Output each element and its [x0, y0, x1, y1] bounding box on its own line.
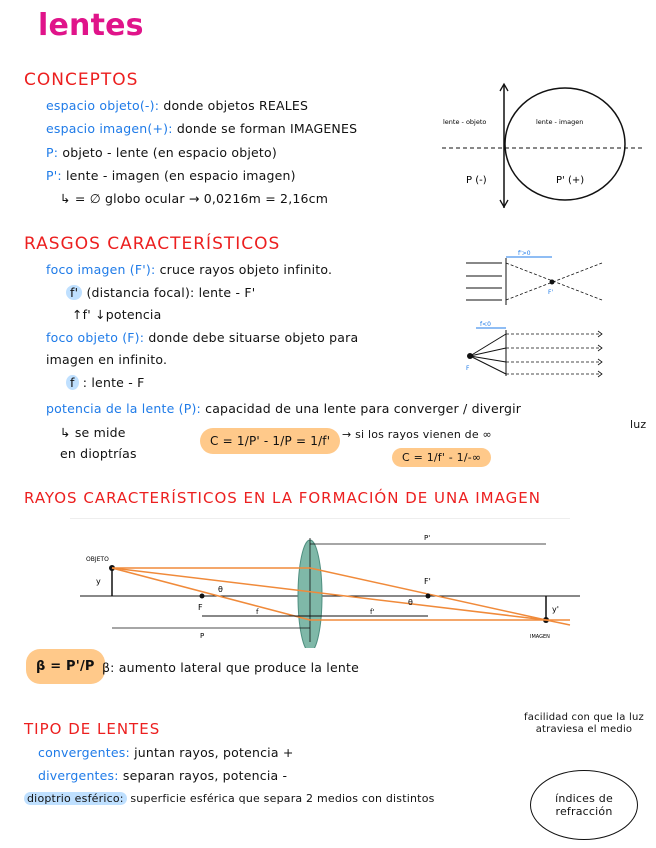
potencia-formula: C = 1/P' - 1/P = 1/f' — [200, 428, 340, 454]
fp-badge: f' — [66, 285, 82, 300]
conceptos-line-2 — [46, 121, 357, 136]
theta-1: θ — [218, 585, 223, 594]
y-label: y — [96, 577, 101, 586]
pp-dist-label: P' — [424, 534, 431, 542]
conceptos-line-3 — [46, 145, 277, 160]
rasgos-line-9: en dioptrías — [60, 446, 137, 461]
rasgos-line-7-tail: luz — [630, 418, 647, 431]
theta-2: θ — [408, 598, 413, 607]
tipos-line-2 — [38, 768, 287, 783]
rasgos-line-5: imagen en infinito. — [46, 352, 168, 367]
f-point — [200, 594, 205, 599]
f-focus-label: F — [466, 365, 470, 372]
fp-dist-label: f' — [370, 608, 375, 616]
conceptos-line-5: ↳ = ∅ globo ocular → 0,0216m = 2,16cm — [60, 191, 329, 206]
espacio-imagen-key: espacio imagen(+): — [46, 121, 173, 136]
right-label: lente - imagen — [536, 118, 584, 126]
beta-description: β: aumento lateral que produce la lente — [102, 660, 359, 675]
p-key: P: — [46, 145, 59, 160]
foco-objeto-key: foco objeto (F): — [46, 330, 145, 345]
espacio-imagen-val: donde se forman IMAGENES — [176, 121, 358, 136]
rasgos-line-2 — [66, 285, 255, 300]
convergentes-key: convergentes: — [38, 745, 130, 760]
rasgos-line-3: ↑f' ↓potencia — [72, 307, 162, 322]
fp-focus-label: F' — [548, 289, 554, 296]
pp-plus-label: P' (+) — [556, 175, 585, 186]
divergentes-val: separan rayos, potencia - — [122, 768, 288, 783]
foco-imagen-val: cruce rayos objeto infinito. — [159, 262, 333, 277]
fp-positive-label: f'>0 — [518, 250, 531, 257]
convergentes-val: juntan rayos, potencia + — [134, 745, 294, 760]
yp-label: y' — [552, 605, 559, 614]
left-label: lente - objeto — [443, 118, 487, 126]
ray-diagram — [70, 518, 590, 648]
tipos-line-1 — [38, 745, 294, 760]
rayos-heading: RAYOS CARACTERÍSTICOS EN LA FORMACIÓN DE UNA IMAGEN — [24, 489, 541, 507]
dioptrio-key: dioptrio esférico: — [24, 792, 127, 805]
rasgos-line-6 — [66, 375, 145, 390]
indices-circled — [530, 770, 638, 840]
f-val: : lente - F — [82, 375, 145, 390]
p-val: objeto - lente (en espacio objeto) — [62, 145, 277, 160]
p-dist-label: P — [200, 632, 205, 640]
infinito-note: → si los rayos vienen de ∞ — [342, 428, 492, 441]
ray-div-1 — [470, 334, 506, 356]
rasgos-heading: RASGOS CARACTERÍSTICOS — [24, 234, 281, 254]
ray-center — [112, 568, 546, 620]
facilidad-note: facilidad con que la luz atraviesa el medio — [524, 712, 644, 735]
dioptrio-val: superficie esférica que separa 2 medios con distintos — [130, 792, 435, 805]
tipos-line-3 — [24, 792, 435, 805]
pp-key: P': — [46, 168, 62, 183]
beta-formula: β = P'/P — [26, 649, 105, 684]
f-point-label: F — [198, 603, 203, 612]
fp-point-label: F' — [424, 577, 431, 586]
foco-objeto-val: donde debe situarse objeto para — [148, 330, 359, 345]
converging-diagram — [462, 250, 652, 312]
espacio-objeto-key: espacio objeto(-): — [46, 98, 160, 113]
f-dist-label: f — [256, 608, 259, 616]
conceptos-line-4 — [46, 168, 296, 183]
f-badge: f — [66, 375, 79, 390]
potencia-formula-2: C = 1/f' - 1/-∞ — [392, 448, 491, 467]
foco-imagen-key: foco imagen (F'): — [46, 262, 156, 277]
rasgos-line-4 — [46, 330, 358, 345]
rasgos-line-1 — [46, 262, 332, 277]
espacio-objeto-val: donde objetos REALES — [163, 98, 309, 113]
diverging-diagram — [462, 320, 652, 382]
divergentes-key: divergentes: — [38, 768, 119, 783]
conceptos-line-1 — [46, 98, 308, 113]
page-title: lentes — [38, 8, 144, 43]
rasgos-line-7 — [46, 401, 521, 416]
indices-text: índices de refracción — [555, 792, 613, 818]
p-minus-label: P (-) — [466, 175, 487, 186]
focus-point — [550, 280, 555, 285]
eye-diagram — [440, 80, 650, 210]
potencia-key: potencia de la lente (P): — [46, 401, 201, 416]
conceptos-heading: CONCEPTOS — [24, 70, 139, 90]
ray-div-2 — [470, 348, 506, 356]
tipos-heading: TIPO DE LENTES — [24, 720, 161, 738]
fp-point — [426, 594, 431, 599]
imagen-label: IMAGEN — [530, 634, 550, 640]
pp-val: lente - imagen (en espacio imagen) — [65, 168, 296, 183]
distancia-focal-val: (distancia focal): lente - F' — [86, 285, 256, 300]
rasgos-line-8: ↳ se mide — [60, 425, 126, 440]
f-negative-label: f<0 — [480, 321, 491, 328]
potencia-val: capacidad de una lente para converger / divergir — [205, 401, 522, 416]
objeto-label: OBJETO — [86, 556, 109, 563]
